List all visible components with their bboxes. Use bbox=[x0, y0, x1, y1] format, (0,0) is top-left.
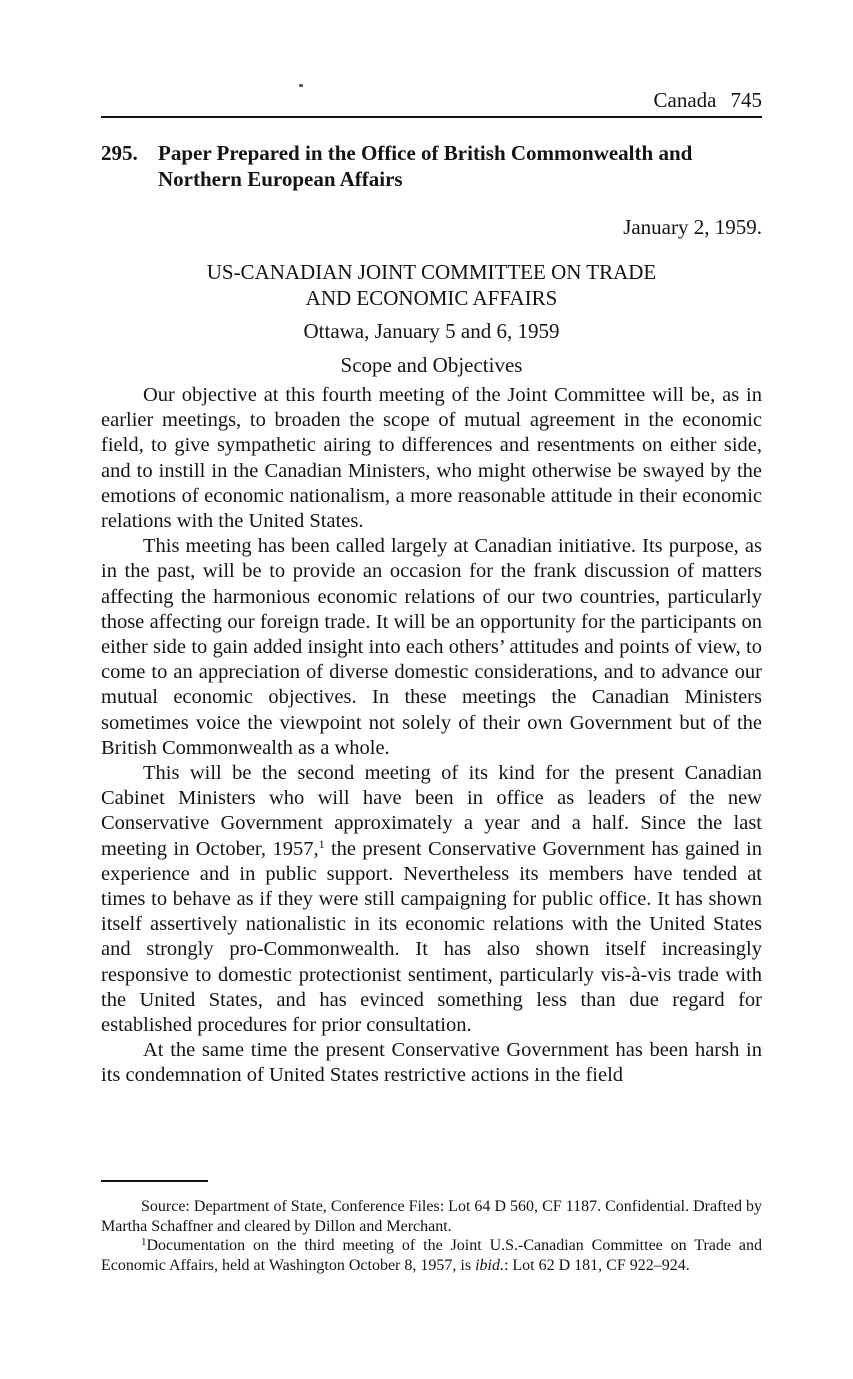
committee-heading-line-2: AND ECONOMIC AFFAIRS bbox=[305, 286, 558, 310]
running-head-section: Canada bbox=[653, 88, 717, 112]
paragraph-2: This meeting has been called largely at Canadian initiative. Its purpose, as in the past, will be to provide an occasion for the frank discussion of matters affecting the harmonious economic relations of our two countries, particularly those affecting our foreign trade. It will be an opportunity for the participants on either side to gain added insight into each others’ attitudes and points of view, to come to an appreciation of diverse domestic considerations, and to advance our mutual economic objectives. In these meetings the Canadian Ministers sometimes voice the viewpoint not solely of their own Government but of the British Commonwealth as a whole. bbox=[101, 535, 762, 759]
footnote-1-ibid: ibid. bbox=[475, 1256, 504, 1274]
page-number: 745 bbox=[730, 88, 762, 112]
document-date: January 2, 1959. bbox=[623, 215, 762, 239]
paragraph-3-part-1: This will be the second meeting of its kind for the present Canadian Cabinet Ministers who will have been in office as leaders of the new Conservative Government approximately a year and a half. Since the last meeting in October, 1957, bbox=[101, 762, 762, 860]
footnote-1-marker: 1 bbox=[141, 1236, 147, 1248]
footnote-1-text: Documentation on the third meeting of the Joint U.S.-Canadian Committee on Trade and Economic Affairs, held at Washington October 8, 1957, is bbox=[101, 1237, 762, 1274]
footnotes bbox=[101, 1197, 762, 1275]
paragraph-3-part-2: the present Conservative Government has gained in experience and in public support. Nevertheless its members have tended at times to behave as if they were still campaigning for public office. It has shown itself assertively nationalistic in its economic relations with the United States and strongly pro-Commonwealth. It has also shown itself increasingly responsive to domestic protectionist sentiment, particularly vis-à-vis trade with the United States, and has evinced something less than due regard for established procedures for prior consultation. bbox=[101, 837, 763, 1037]
section-subtitle: Scope and Objectives bbox=[340, 353, 523, 377]
paragraph-1: Our objective at this fourth meeting of the Joint Committee will be, as in earlier meetings, to broaden the scope of mutual agreement in the economic field, to give sympathetic airing to differences and resentments on either side, and to instill in the Canadian Ministers, who might otherwise be swayed by the emotions of economic nationalism, a more reasonable attitude in their economic relations with the United States. bbox=[101, 384, 762, 533]
footnote-rule bbox=[101, 1180, 208, 1182]
body-text bbox=[101, 383, 762, 1089]
footnote-reference-1: 1 bbox=[318, 836, 325, 851]
header-rule bbox=[101, 116, 762, 118]
document-number: 295. bbox=[101, 141, 138, 165]
meeting-place-date: Ottawa, January 5 and 6, 1959 bbox=[303, 319, 560, 343]
footnote-1 bbox=[101, 1236, 762, 1275]
source-note: Source: Department of State, Conference Files: Lot 64 D 560, CF 1187. Confidential. Drafted by Martha Schaffner and cleared by Dillon and Merchant. bbox=[101, 1198, 762, 1235]
document-heading bbox=[101, 140, 762, 192]
committee-heading bbox=[101, 259, 762, 311]
paragraph-4: At the same time the present Conservative Government has been harsh in its condemnation of United States restrictive actions in the field bbox=[101, 1039, 762, 1087]
running-head bbox=[101, 86, 762, 114]
committee-heading-line-1: US-CANADIAN JOINT COMMITTEE ON TRADE bbox=[206, 260, 657, 284]
footnote-1-citation: : Lot 62 D 181, CF 922–924. bbox=[503, 1256, 690, 1274]
document-title: Paper Prepared in the Office of British Commonwealth and Northern European Affairs bbox=[158, 141, 693, 191]
paragraph-3 bbox=[101, 761, 762, 1038]
